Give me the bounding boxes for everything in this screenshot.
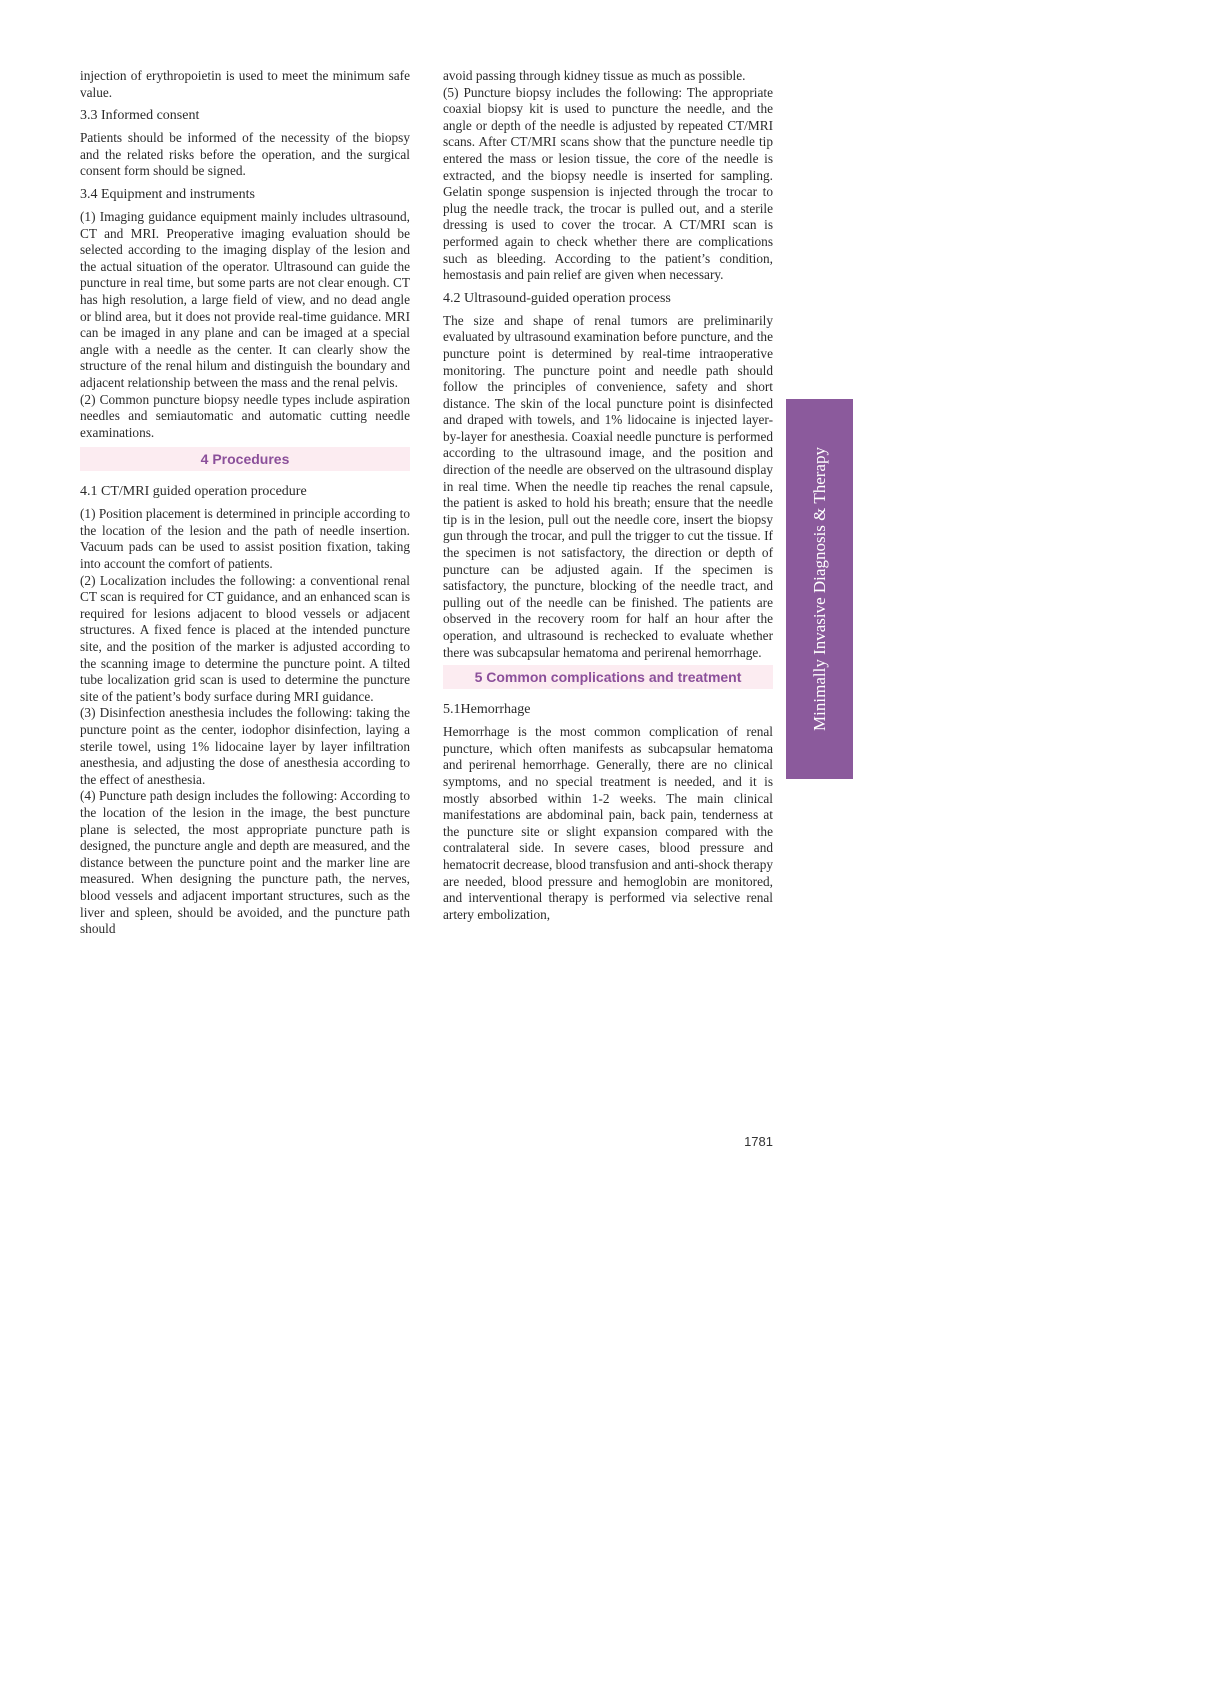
journal-side-tab — [786, 399, 853, 779]
paragraph: (1) Position placement is determined in principle according to the location of the lesion and the path of needle insertion. Vacuum pads can be used to assist position fixation, taking into account the comfort of patients. — [80, 506, 410, 572]
journal-side-tab-label: Minimally Invasive Diagnosis & Therapy — [809, 447, 829, 731]
page-number: 1781 — [744, 1134, 773, 1149]
paragraph: (2) Localization includes the following: a conventional renal CT scan is required for CT guidance, and an enhanced scan is required for lesions adjacent to blood vessels or adjacent structures. A fixed fence is placed at the intended puncture site, and the position of the marker is adjusted according to the scanning image to determine the puncture point. A tilted tube localization grid scan is used to determine the puncture site of the patient’s body surface during MRI guidance. — [80, 572, 410, 704]
paragraph: Patients should be informed of the necessity of the biopsy and the related risks before the operation, and the surgical consent form should be signed. — [80, 130, 410, 179]
paragraph: injection of erythropoietin is used to meet the minimum safe value. — [80, 68, 410, 100]
left-column — [80, 68, 410, 938]
paragraph: The size and shape of renal tumors are preliminarily evaluated by ultrasound examination before puncture, and the puncture point is determined by real-time intraoperative monitoring. The puncture point and needle path should follow the principles of convenience, safety and short distance. The skin of the local puncture point is disinfected and draped with towels, and 1% lidocaine is injected layer-by-layer for anesthesia. Coaxial needle puncture is performed according to the ultrasound image, and the position and direction of the needle are observed on the ultrasound display in real time. When the needle tip reaches the renal capsule, the patient is asked to hold his breath; ensure that the needle tip is in the lesion, pull out the needle core, insert the biopsy gun through the trocar, and pull the trigger to cut the tissue. If the specimen is not satisfactory, the direction or depth of puncture can be adjusted again. If the specimen is satisfactory, the puncture, blocking of the needle tract, and pulling out of the needle can be finished. The patients are observed in the recovery room for half an hour after the operation, and ultrasound is rechecked to evaluate whether there was subcapsular hematoma and perirenal hemorrhage. — [443, 312, 773, 660]
section-heading-5: 5 Common complications and treatment — [443, 665, 773, 689]
subsection-heading-5-1: 5.1Hemorrhage — [443, 702, 531, 718]
subsection-heading-3-4: 3.4 Equipment and instruments — [80, 186, 255, 202]
section-heading-4: 4 Procedures — [80, 447, 410, 471]
paragraph: (3) Disinfection anesthesia includes the following: taking the puncture point as the center, iodophor disinfection, laying a sterile towel, using 1% lidocaine layer by layer infiltration anesthesia, and adjusting the dose of anesthesia according to the effect of anesthesia. — [80, 705, 410, 787]
paragraph: avoid passing through kidney tissue as much as possible. — [443, 68, 746, 83]
subsection-heading-4-2: 4.2 Ultrasound-guided operation process — [443, 290, 671, 306]
paragraph: Hemorrhage is the most common complication of renal puncture, which often manifests as subcapsular hematoma and perirenal hemorrhage. Generally, there are no clinical symptoms, and no special treatment is needed, and it is mostly absorbed within 1-2 weeks. The main clinical manifestations are abdominal pain, back pain, tenderness at the puncture site or slight expansion compared with the contralateral side. In severe cases, blood pressure and hematocrit decrease, blood transfusion and anti-shock therapy are needed, blood pressure and hemoglobin are monitored, and interventional therapy is performed via selective renal artery embolization, — [443, 724, 773, 922]
paragraph: (1) Imaging guidance equipment mainly includes ultrasound, CT and MRI. Preoperative imaging evaluation should be selected according to the imaging display of the lesion and the actual situation of the operator. Ultrasound can guide the puncture in real time, but some parts are not clear enough. CT has high resolution, a large field of view, and no dead angle or blind area, but it does not provide real-time guidance. MRI can be imaged in any plane and can be imaged at a special angle with a needle as the center. It can clearly show the structure of the renal hilum and distinguish the boundary and adjacent relationship between the mass and the renal pelvis. — [80, 208, 410, 390]
paragraph: (2) Common puncture biopsy needle types include aspiration needles and semiautomatic and automatic cutting needle examinations. — [80, 391, 410, 440]
right-column — [443, 68, 773, 923]
subsection-heading-4-1: 4.1 CT/MRI guided operation procedure — [80, 484, 307, 500]
subsection-heading-3-3: 3.3 Informed consent — [80, 108, 200, 124]
paragraph: (4) Puncture path design includes the following: According to the location of the lesion in the image, the best puncture plane is selected, the most appropriate puncture path is designed, the puncture angle and depth are measured, and the distance between the puncture point and the marker line are measured. When designing the puncture path, the nerves, blood vessels and adjacent important structures, such as the liver and spleen, should be avoided, and the puncture path should — [80, 788, 410, 937]
paragraph: (5) Puncture biopsy includes the following: The appropriate coaxial biopsy kit is used to puncture the needle, and the angle or depth of the needle is adjusted by repeated CT/MRI scans. After CT/MRI scans show that the puncture needle tip entered the mass or lesion tissue, the core of the needle is extracted, and the biopsy needle is inserted for sampling. Gelatin sponge suspension is injected through the trocar to plug the needle track, the trocar is pulled out, and a sterile dressing is used to cover the trocar. A CT/MRI scan is performed again to check whether there are complications such as bleeding. According to the patient’s condition, hemostasis and pain relief are given when necessary. — [443, 84, 773, 283]
